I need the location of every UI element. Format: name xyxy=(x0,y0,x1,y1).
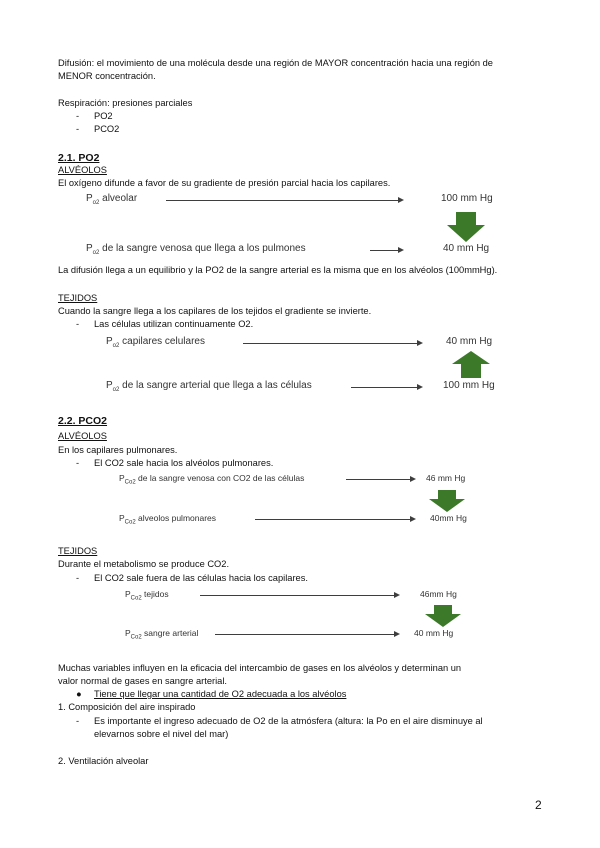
dash-bullet: - xyxy=(76,319,80,329)
value-label: 100 mm Hg xyxy=(441,193,493,204)
arrow-line xyxy=(255,519,410,520)
section-heading-pco2: 2.2. PCO2 xyxy=(58,415,108,427)
list-item-1-sub-line2: elevarnos sobre el nivel del mar) xyxy=(94,729,229,739)
arrow-line xyxy=(243,343,417,344)
arrow-line xyxy=(351,387,417,388)
green-down-arrow-icon xyxy=(447,212,485,242)
list-item-1-sub-line1: Es importante el ingreso adecuado de O2 de la atmósfera (altura: la Po en el aire disminuye al xyxy=(94,716,483,726)
dash-bullet: - xyxy=(76,573,80,583)
diagram-label: $P_{Co2}$ sangre arterial xyxy=(125,628,199,641)
value-label: 40 mm Hg xyxy=(443,243,490,254)
diagram-label: $P_{o2}$ alveolar xyxy=(86,193,138,206)
difusion-definition-line1: Difusión: el movimiento de una molécula desde una región de MAYOR concentración hacia una región de xyxy=(58,58,493,68)
arrow-head xyxy=(398,197,404,203)
arrow-head xyxy=(417,340,423,346)
closing-paragraph-line2: valor normal de gases en sangre arterial. xyxy=(58,676,227,686)
alveolos-text: El oxígeno difunde a favor de su gradiente de presión parcial hacia los capilares. xyxy=(58,178,391,188)
arrow-line xyxy=(346,479,410,480)
respiracion-heading: Respiración: presiones parciales xyxy=(58,98,193,108)
list-item-pco2: PCO2 xyxy=(94,124,120,134)
diagram-label: $P_{Co2}$ alveolos pulmonares xyxy=(119,513,217,526)
bullet-dot: ● xyxy=(76,689,82,699)
diagram-label: $P_{o2}$ capilares celulares xyxy=(106,336,205,349)
closing-bullet: Tiene que llegar una cantidad de O2 adecuada a los alvéolos xyxy=(94,689,347,699)
tejidos-bullet: Las células utilizan continuamente O2. xyxy=(94,319,254,329)
arrow-line xyxy=(166,200,398,201)
tejidos-label: TEJIDOS xyxy=(58,546,98,556)
tejidos-label: TEJIDOS xyxy=(58,293,98,303)
tejidos-text: Durante el metabolismo se produce CO2. xyxy=(58,559,230,569)
equilibrio-text: La difusión llega a un equilibrio y la PO2 de la sangre arterial es la misma que en los alvéolos (100mmHg). xyxy=(58,265,498,275)
arrow-line xyxy=(215,634,394,635)
green-down-arrow-icon xyxy=(425,605,461,627)
diagram-label: $P_{o2}$ de la sangre venosa que llega a los pulmones xyxy=(86,243,306,256)
value-label: 40 mm Hg xyxy=(414,628,454,638)
value-label: 40 mm Hg xyxy=(446,336,493,347)
diagram-label: $P_{Co2}$ de la sangre venosa con CO2 de las células xyxy=(119,473,305,486)
alveolos-label: ALVÉOLOS xyxy=(58,165,107,175)
tejidos-text: Cuando la sangre llega a los capilares de los tejidos el gradiente se invierte. xyxy=(58,306,372,316)
value-label: 40mm Hg xyxy=(430,513,467,523)
alveolos-bullet: El CO2 sale hacia los alvéolos pulmonares. xyxy=(94,458,274,468)
list-item-po2: PO2 xyxy=(94,111,113,121)
value-label: 100 mm Hg xyxy=(443,380,495,391)
dash-bullet: - xyxy=(76,111,80,121)
difusion-definition-line2: MENOR concentración. xyxy=(58,71,156,81)
tejidos-bullet: El CO2 sale fuera de las células hacia los capilares. xyxy=(94,573,308,583)
arrow-head xyxy=(394,631,400,637)
list-item-2: 2. Ventilación alveolar xyxy=(58,756,149,766)
diagram-label: $P_{o2}$ de la sangre arterial que llega a las células xyxy=(106,380,312,393)
page-number: 2 xyxy=(535,798,542,812)
arrow-head xyxy=(398,247,404,253)
arrow-line xyxy=(370,250,398,251)
arrow-head xyxy=(410,516,416,522)
dash-bullet: - xyxy=(76,716,80,726)
arrow-head xyxy=(410,476,416,482)
arrow-line xyxy=(200,595,394,596)
green-up-arrow-icon xyxy=(452,351,490,378)
alveolos-label: ALVÉOLOS xyxy=(58,431,107,441)
green-down-arrow-icon xyxy=(429,490,465,512)
dash-bullet: - xyxy=(76,458,80,468)
diagram-label: $P_{Co2}$ tejidos xyxy=(125,589,169,602)
alveolos-text: En los capilares pulmonares. xyxy=(58,445,178,455)
arrow-head xyxy=(394,592,400,598)
dash-bullet: - xyxy=(76,124,80,134)
value-label: 46 mm Hg xyxy=(426,473,466,483)
section-heading-po2: 2.1. PO2 xyxy=(58,152,100,164)
closing-paragraph-line1: Muchas variables influyen en la eficacia del intercambio de gases en los alvéolos y determinan un xyxy=(58,663,462,673)
arrow-head xyxy=(417,384,423,390)
list-item-1: 1. Composición del aire inspirado xyxy=(58,702,196,712)
value-label: 46mm Hg xyxy=(420,589,457,599)
